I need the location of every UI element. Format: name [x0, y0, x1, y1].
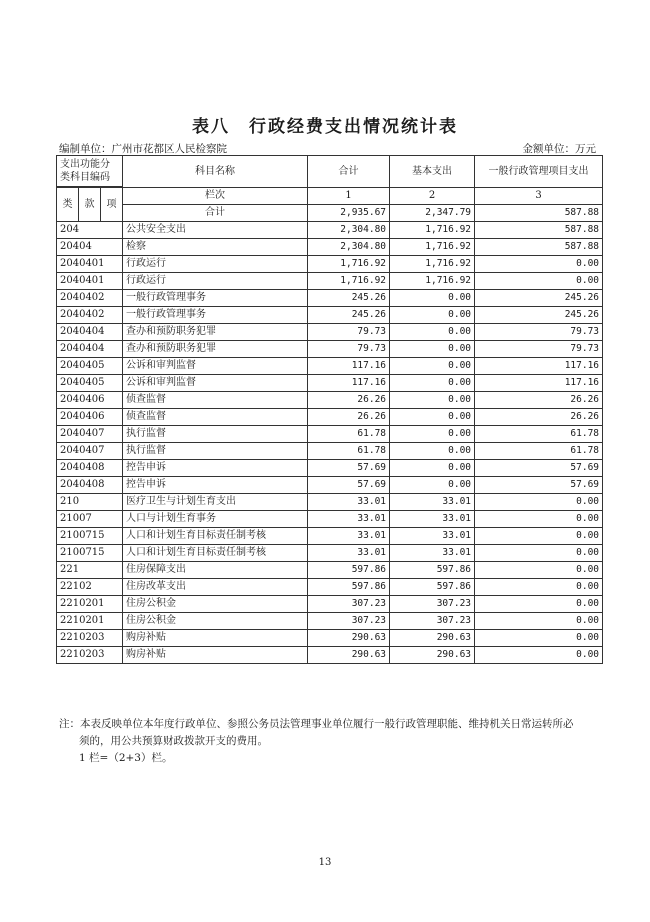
cell-code: 2040405	[57, 375, 123, 392]
cell-name: 购房补贴	[123, 630, 308, 647]
cell-project: 0.00	[475, 528, 603, 545]
cell-project: 0.00	[475, 273, 603, 290]
cell-project: 0.00	[475, 613, 603, 630]
table-row	[57, 647, 603, 664]
cell-name: 查办和预防职务犯罪	[123, 341, 308, 358]
cell-project: 587.88	[475, 222, 603, 239]
cell-basic: 0.00	[390, 460, 475, 477]
table-row	[57, 375, 603, 392]
cell-total: 245.26	[308, 290, 390, 307]
cell-total: 290.63	[308, 630, 390, 647]
table-row	[57, 579, 603, 596]
cell-project: 117.16	[475, 358, 603, 375]
cell-code: 21007	[57, 511, 123, 528]
cell-name: 住房改革支出	[123, 579, 308, 596]
table-row	[57, 426, 603, 443]
cell-basic: 597.86	[390, 562, 475, 579]
cell-basic: 33.01	[390, 528, 475, 545]
cell-total: 79.73	[308, 341, 390, 358]
table-row	[57, 562, 603, 579]
cell-name: 购房补贴	[123, 647, 308, 664]
header-lei: 类	[57, 188, 79, 222]
header-col-1: 1	[308, 188, 390, 205]
cell-project: 117.16	[475, 375, 603, 392]
cell-name: 公共安全支出	[123, 222, 308, 239]
header-name: 科目名称	[123, 156, 308, 188]
cell-name: 执行监督	[123, 426, 308, 443]
footnote	[59, 716, 604, 767]
cell-total: 597.86	[308, 562, 390, 579]
cell-total: 290.63	[308, 647, 390, 664]
header-code: 支出功能分类科目编码	[57, 156, 123, 187]
cell-name: 一般行政管理事务	[123, 307, 308, 324]
table-row	[57, 358, 603, 375]
total-row-project: 587.88	[475, 205, 603, 222]
cell-code: 2040408	[57, 477, 123, 494]
cell-basic: 1,716.92	[390, 256, 475, 273]
cell-code: 210	[57, 494, 123, 511]
header-lanci: 栏次	[123, 188, 308, 205]
cell-total: 61.78	[308, 426, 390, 443]
cell-project: 26.26	[475, 392, 603, 409]
cell-project: 0.00	[475, 494, 603, 511]
page-number: 13	[318, 857, 332, 868]
cell-basic: 0.00	[390, 426, 475, 443]
cell-basic: 33.01	[390, 494, 475, 511]
table-row	[57, 392, 603, 409]
table-row	[57, 494, 603, 511]
table-row	[57, 613, 603, 630]
expense-table	[56, 155, 603, 664]
cell-name: 住房公积金	[123, 596, 308, 613]
cell-name: 侦查监督	[123, 392, 308, 409]
cell-basic: 290.63	[390, 647, 475, 664]
cell-name: 人口和计划生育目标责任制考核	[123, 528, 308, 545]
cell-name: 公诉和审判监督	[123, 358, 308, 375]
cell-name: 人口与计划生育事务	[123, 511, 308, 528]
cell-basic: 0.00	[390, 358, 475, 375]
header-xiang: 项	[101, 188, 123, 222]
cell-name: 查办和预防职务犯罪	[123, 324, 308, 341]
total-row-total: 2,935.67	[308, 205, 390, 222]
table-row	[57, 324, 603, 341]
table-row	[57, 273, 603, 290]
cell-project: 0.00	[475, 630, 603, 647]
cell-total: 1,716.92	[308, 256, 390, 273]
cell-code: 2040404	[57, 324, 123, 341]
cell-code: 2040402	[57, 290, 123, 307]
cell-project: 0.00	[475, 562, 603, 579]
cell-project: 61.78	[475, 443, 603, 460]
amount-unit: 金额单位：万元	[522, 143, 596, 155]
cell-project: 61.78	[475, 426, 603, 443]
table-row	[57, 630, 603, 647]
cell-code: 2040406	[57, 392, 123, 409]
cell-total: 26.26	[308, 392, 390, 409]
cell-name: 一般行政管理事务	[123, 290, 308, 307]
cell-project: 0.00	[475, 579, 603, 596]
cell-code: 2210201	[57, 596, 123, 613]
cell-code: 20404	[57, 239, 123, 256]
cell-project: 26.26	[475, 409, 603, 426]
total-row	[57, 205, 603, 222]
cell-name: 公诉和审判监督	[123, 375, 308, 392]
cell-code: 2210203	[57, 647, 123, 664]
table-row	[57, 256, 603, 273]
cell-code: 2040407	[57, 426, 123, 443]
table-row	[57, 341, 603, 358]
cell-total: 33.01	[308, 545, 390, 562]
cell-basic: 1,716.92	[390, 273, 475, 290]
cell-code: 2100715	[57, 545, 123, 562]
header-total: 合计	[308, 156, 390, 188]
table-row	[57, 528, 603, 545]
cell-project: 57.69	[475, 460, 603, 477]
cell-name: 检察	[123, 239, 308, 256]
cell-total: 117.16	[308, 358, 390, 375]
cell-total: 33.01	[308, 528, 390, 545]
header-kuan: 款	[79, 188, 101, 222]
cell-code: 2040406	[57, 409, 123, 426]
table-row	[57, 545, 603, 562]
cell-project: 245.26	[475, 290, 603, 307]
cell-total: 245.26	[308, 307, 390, 324]
cell-total: 117.16	[308, 375, 390, 392]
cell-project: 79.73	[475, 341, 603, 358]
table-row	[57, 443, 603, 460]
footnote-line-2: 须的，用公共预算财政拨款开支的费用。	[79, 735, 268, 747]
total-row-basic: 2,347.79	[390, 205, 475, 222]
cell-basic: 0.00	[390, 477, 475, 494]
cell-basic: 0.00	[390, 392, 475, 409]
cell-code: 2040407	[57, 443, 123, 460]
cell-total: 1,716.92	[308, 273, 390, 290]
cell-total: 2,304.80	[308, 239, 390, 256]
header-row-1	[57, 156, 603, 187]
cell-total: 307.23	[308, 613, 390, 630]
cell-code: 204	[57, 222, 123, 239]
cell-project: 587.88	[475, 239, 603, 256]
compiling-unit: 编制单位：广州市花都区人民检察院	[59, 143, 227, 155]
cell-code: 2040408	[57, 460, 123, 477]
table-row	[57, 596, 603, 613]
cell-basic: 0.00	[390, 324, 475, 341]
cell-code: 2100715	[57, 528, 123, 545]
cell-name: 医疗卫生与计划生育支出	[123, 494, 308, 511]
cell-name: 行政运行	[123, 273, 308, 290]
table-row	[57, 511, 603, 528]
cell-total: 61.78	[308, 443, 390, 460]
cell-project: 79.73	[475, 324, 603, 341]
cell-basic: 0.00	[390, 290, 475, 307]
cell-name: 侦查监督	[123, 409, 308, 426]
cell-project: 57.69	[475, 477, 603, 494]
cell-name: 控告申诉	[123, 460, 308, 477]
cell-total: 33.01	[308, 494, 390, 511]
page-title: 表八 行政经费支出情况统计表	[192, 117, 458, 137]
cell-total: 57.69	[308, 460, 390, 477]
header-basic: 基本支出	[390, 156, 475, 188]
cell-code: 2040405	[57, 358, 123, 375]
cell-code: 2040402	[57, 307, 123, 324]
table-row	[57, 409, 603, 426]
cell-code: 2210203	[57, 630, 123, 647]
cell-basic: 307.23	[390, 613, 475, 630]
cell-project: 0.00	[475, 647, 603, 664]
cell-code: 2210201	[57, 613, 123, 630]
cell-total: 307.23	[308, 596, 390, 613]
cell-name: 住房保障支出	[123, 562, 308, 579]
cell-project: 0.00	[475, 596, 603, 613]
cell-total: 33.01	[308, 511, 390, 528]
cell-code: 221	[57, 562, 123, 579]
cell-basic: 1,716.92	[390, 239, 475, 256]
cell-code: 22102	[57, 579, 123, 596]
cell-basic: 0.00	[390, 375, 475, 392]
cell-total: 26.26	[308, 409, 390, 426]
cell-project: 0.00	[475, 511, 603, 528]
cell-total: 79.73	[308, 324, 390, 341]
footnote-line-1: 注：本表反映单位本年度行政单位、参照公务员法管理事业单位履行一般行政管理职能、维持机关日常运转所必	[59, 718, 574, 730]
cell-code: 2040404	[57, 341, 123, 358]
table-row	[57, 290, 603, 307]
cell-name: 执行监督	[123, 443, 308, 460]
cell-basic: 33.01	[390, 545, 475, 562]
cell-code: 2040401	[57, 273, 123, 290]
cell-name: 行政运行	[123, 256, 308, 273]
cell-basic: 307.23	[390, 596, 475, 613]
total-row-label: 合计	[123, 205, 308, 222]
cell-basic: 0.00	[390, 341, 475, 358]
cell-name: 人口和计划生育目标责任制考核	[123, 545, 308, 562]
cell-name: 控告申诉	[123, 477, 308, 494]
cell-basic: 1,716.92	[390, 222, 475, 239]
header-col-2: 2	[390, 188, 475, 205]
cell-basic: 290.63	[390, 630, 475, 647]
cell-total: 57.69	[308, 477, 390, 494]
cell-project: 245.26	[475, 307, 603, 324]
cell-basic: 0.00	[390, 409, 475, 426]
table-row	[57, 239, 603, 256]
cell-project: 0.00	[475, 256, 603, 273]
cell-project: 0.00	[475, 545, 603, 562]
cell-basic: 0.00	[390, 443, 475, 460]
cell-total: 597.86	[308, 579, 390, 596]
header-row-2	[57, 188, 603, 205]
cell-name: 住房公积金	[123, 613, 308, 630]
table-row	[57, 307, 603, 324]
cell-total: 2,304.80	[308, 222, 390, 239]
table-row	[57, 477, 603, 494]
table-row	[57, 460, 603, 477]
cell-basic: 597.86	[390, 579, 475, 596]
cell-code: 2040401	[57, 256, 123, 273]
cell-basic: 33.01	[390, 511, 475, 528]
cell-basic: 0.00	[390, 307, 475, 324]
footnote-formula: 1 栏=（2+3）栏。	[79, 752, 173, 764]
header-project: 一般行政管理项目支出	[475, 156, 603, 188]
table-row	[57, 222, 603, 239]
header-col-3: 3	[475, 188, 603, 205]
